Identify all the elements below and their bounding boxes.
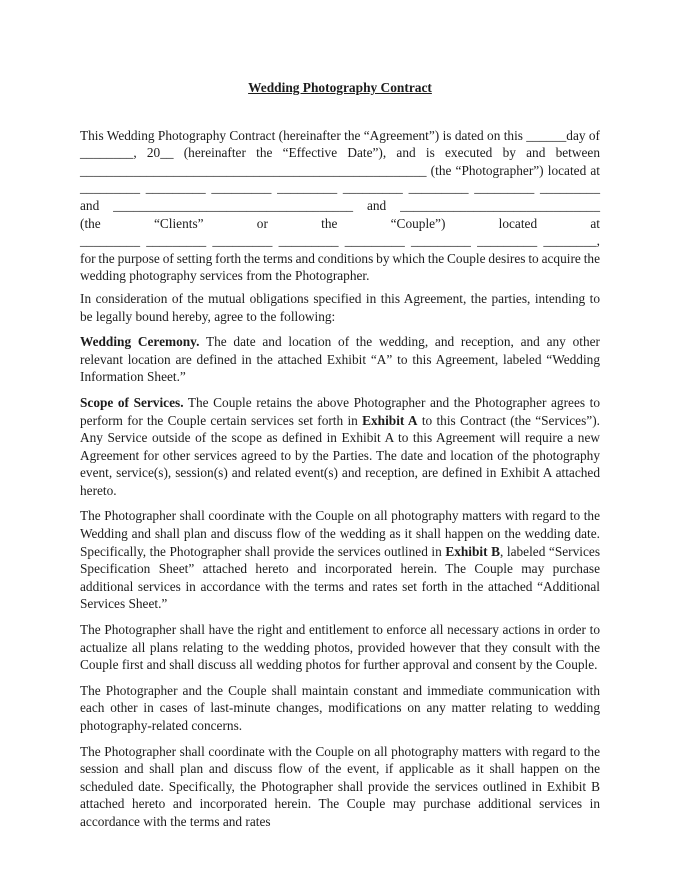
contract-line: ________, 20__ (hereinafter the “Effective Date”), and is executed by and between [80, 145, 600, 161]
paragraph [80, 507, 600, 613]
paragraph-bold-text: Exhibit A [362, 412, 418, 428]
document-title: Wedding Photography Contract [248, 80, 432, 95]
paragraph-text: In consideration of the mutual obligations specified in this Agreement, the parties, intending to be legally bound hereby, agree to the following: [80, 290, 600, 324]
paragraph [80, 333, 600, 386]
contract-line: (the “Clients” or the “Couple”) located at [80, 215, 600, 231]
paragraph-text: The Photographer and the Couple shall maintain constant and immediate communication with each other in cases of last-minute changes, modifications on any matter relating to wedding photography-related concerns. [80, 682, 600, 733]
contract-line: wedding photography services from the Photographer. [80, 268, 370, 284]
paragraph-text: The Couple retains the above Photographer and the Photographer agrees to perform for the Couple certain services set forth in [80, 394, 600, 428]
paragraph [80, 290, 600, 325]
contract-line: _________ _________ _________ _________ _________ _________ _________ ________, [80, 233, 600, 249]
paragraph [80, 682, 600, 735]
contract-line: for the purpose of setting forth the terms and conditions by which the Couple desires to acquire the [80, 250, 600, 266]
paragraph-text: The Photographer shall coordinate with the Couple on all photography matters with regard to the session and shall plan and discuss flow of the event, if applicable as it shall happen on the scheduled date. Specifically, the Photographer shall provide the services outlined in Exhibit B attached hereto and incorporated herein. The Couple may purchase additional services in accordance with the terms and rates [80, 743, 600, 829]
paragraph-text: to this Contract (the “Services”). Any Service outside of the scope as defined in Exhibit A to this Agreement will require a new Agreement for other services agreed to by the Parties. The date and location of the photography event, service(s), session(s) and related event(s) and reception, are defined in Exhibit A attached hereto. [80, 412, 600, 498]
document-body [80, 290, 600, 831]
paragraph [80, 394, 600, 500]
paragraph-bold-text: Scope of Services. [80, 394, 184, 410]
paragraph-text: The Photographer shall coordinate with the Couple on all photography matters with regard to the Wedding and shall plan and discuss flow of the wedding as it shall happen on the wedding date. Specifically, the Photographer shall provide the services outlined in [80, 508, 600, 559]
paragraph-text: The Photographer shall have the right and entitlement to enforce all necessary actions in order to actualize all plans relating to the wedding photos, provided however that they consult with the Couple first and shall discuss all wedding photos for further approval and consent by the Couple. [80, 622, 600, 673]
contract-line: and ____________________________________ and ______________________________ [80, 197, 600, 213]
paragraph-bold-text: Exhibit B [445, 543, 501, 559]
paragraph [80, 743, 600, 831]
contract-line: _________ _________ _________ _________ _________ _________ _________ _________ [80, 180, 600, 196]
contract-line: ____________________________________________________ (the “Photographer”) located at [80, 162, 600, 178]
paragraph-bold-text: Wedding Ceremony. [80, 334, 200, 350]
paragraph-text: , labeled “Services Specification Sheet” attached hereto and incorporated herein. The Couple may purchase additional services in accordance with the terms and rates set forth in the attached “Additional Services Sheet.” [80, 543, 601, 612]
paragraph-text: The date and location of the wedding, and reception, and any other relevant location are defined in the attached Exhibit “A” to this Agreement, labeled “Wedding Information Sheet.” [80, 334, 600, 385]
paragraph [80, 621, 600, 674]
intro-paragraph [80, 127, 600, 285]
contract-line: This Wedding Photography Contract (hereinafter the “Agreement”) is dated on this ______day of [80, 127, 600, 143]
